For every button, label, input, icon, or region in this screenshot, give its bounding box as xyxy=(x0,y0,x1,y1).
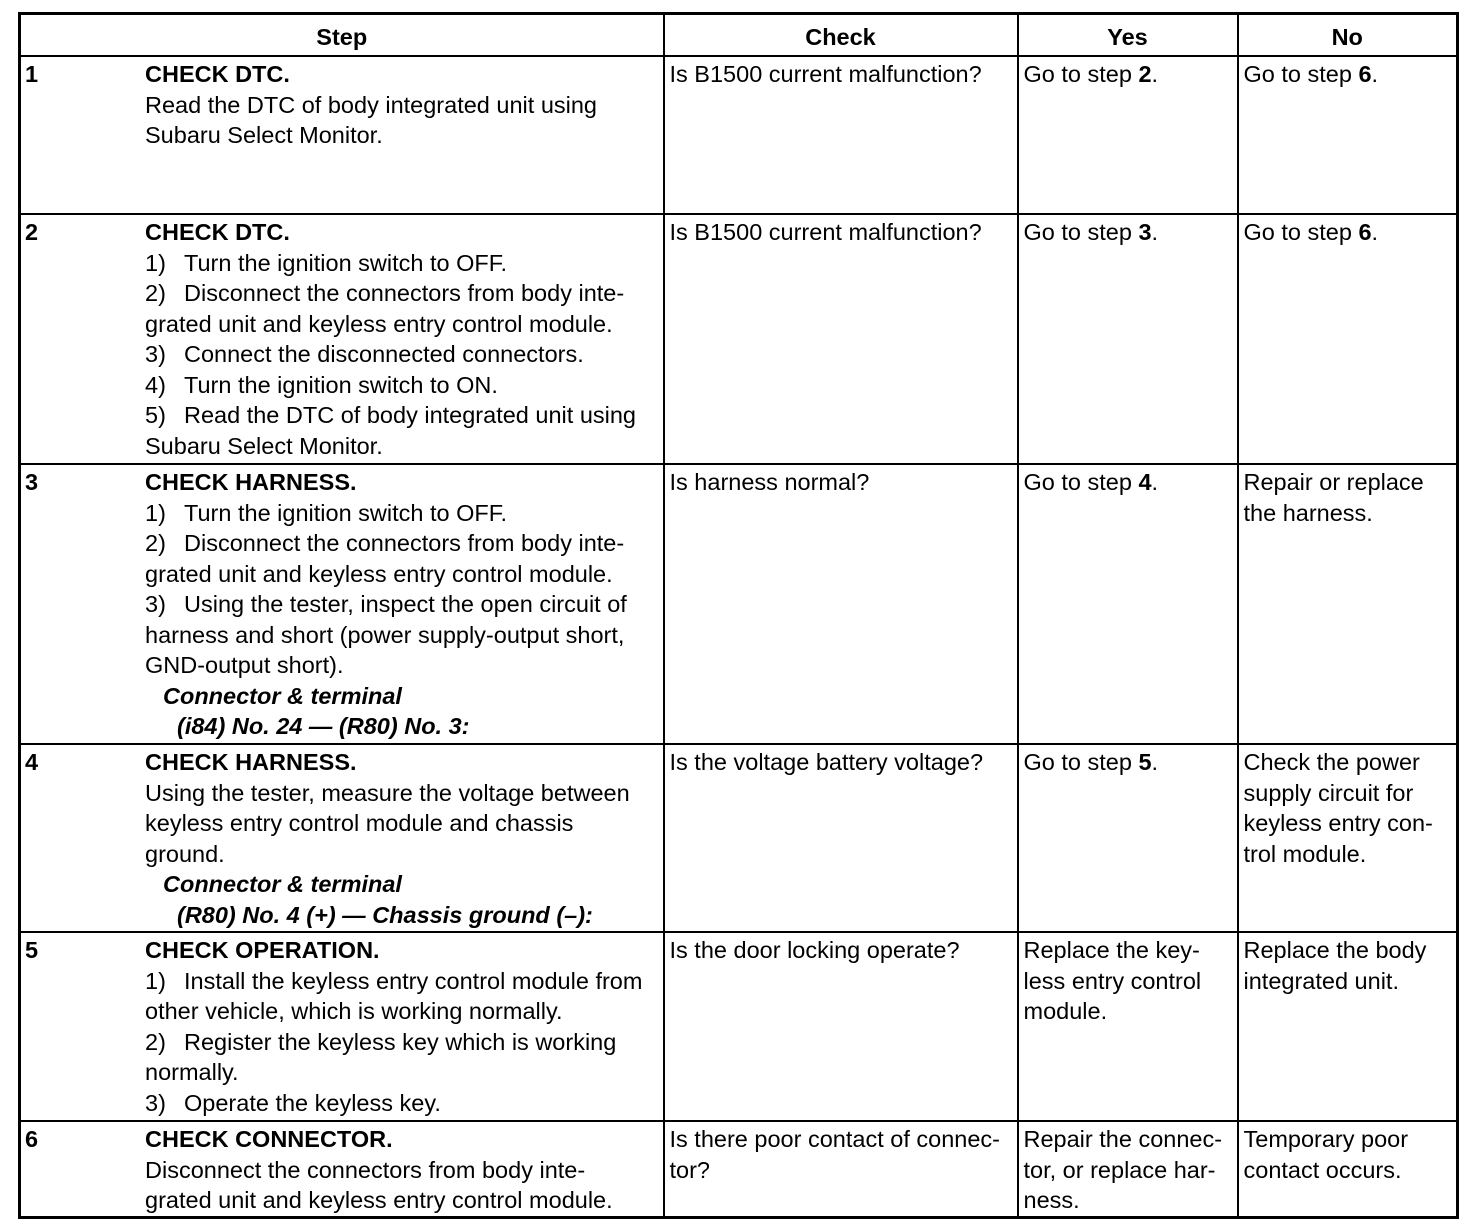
substep-text: Disconnect the connectors from body inte- xyxy=(184,530,625,556)
yes-text: Repair the connec- xyxy=(1023,1126,1223,1152)
no-cell xyxy=(1238,464,1458,744)
substep-text: Register the keyless key which is working xyxy=(184,1028,617,1055)
table-row xyxy=(20,56,1458,214)
no-text: the harness. xyxy=(1243,499,1373,526)
yes-prefix: Go to step xyxy=(1023,219,1139,245)
substep-index: 1) xyxy=(145,499,166,526)
connector-terminal: (i84) No. 24 — (R80) No. 3: xyxy=(177,713,470,739)
step-text: ground. xyxy=(145,840,225,867)
check-text: Is there poor contact of connec- xyxy=(669,1126,1000,1152)
no-suffix: . xyxy=(1371,61,1379,87)
step-title: CHECK DTC. xyxy=(145,61,290,87)
step-number: 1 xyxy=(25,61,39,87)
no-step-ref: 6 xyxy=(1358,219,1372,245)
step-title: CHECK OPERATION. xyxy=(145,937,380,963)
header-no: No xyxy=(1238,14,1458,57)
no-text: Temporary poor xyxy=(1243,1126,1409,1152)
substep-index: 2) xyxy=(145,280,166,306)
yes-suffix: . xyxy=(1151,219,1159,245)
no-cell xyxy=(1238,744,1458,932)
connector-terminal: (R80) No. 4 (+) — Chassis ground (–): xyxy=(177,901,593,928)
substep xyxy=(145,528,658,559)
substep-text: Turn the ignition switch to OFF. xyxy=(184,499,508,526)
step-title: CHECK HARNESS. xyxy=(145,749,357,775)
step-cell xyxy=(20,932,664,1121)
table-row xyxy=(20,464,1458,744)
substep xyxy=(145,278,658,309)
no-suffix: . xyxy=(1371,219,1379,245)
substep-index: 3) xyxy=(145,1089,166,1116)
no-cell xyxy=(1238,56,1458,214)
substep-index: 2) xyxy=(145,1028,166,1055)
step-cell xyxy=(20,744,664,932)
substep xyxy=(145,966,658,997)
no-text: trol module. xyxy=(1243,840,1367,867)
substep-text: Turn the ignition switch to ON. xyxy=(184,371,498,398)
no-step-ref: 6 xyxy=(1358,61,1372,87)
substep xyxy=(145,589,658,620)
step-text: grated unit and keyless entry control module. xyxy=(145,1187,613,1213)
substep-index: 1) xyxy=(145,967,166,994)
substep xyxy=(145,339,658,370)
diagnostic-table xyxy=(18,12,1459,1219)
yes-cell xyxy=(1018,1121,1238,1217)
check-cell: Is harness normal? xyxy=(664,464,1018,744)
yes-step-ref: 3 xyxy=(1138,219,1152,245)
yes-cell xyxy=(1018,56,1238,214)
check-cell: Is B1500 current malfunction? xyxy=(664,56,1018,214)
substep xyxy=(145,248,658,279)
no-cell xyxy=(1238,214,1458,464)
no-text: supply circuit for xyxy=(1243,779,1414,806)
step-number: 2 xyxy=(25,219,39,245)
step-number: 5 xyxy=(25,937,39,963)
step-text: Read the DTC of body integrated unit using xyxy=(145,91,597,118)
yes-suffix: . xyxy=(1151,749,1159,775)
no-text: integrated unit. xyxy=(1243,967,1399,994)
substep xyxy=(145,1027,658,1058)
yes-step-ref: 2 xyxy=(1138,61,1152,87)
substep-continuation: harness and short (power supply-output short, xyxy=(145,621,625,648)
yes-prefix: Go to step xyxy=(1023,61,1139,87)
table-row xyxy=(20,214,1458,464)
substep xyxy=(145,498,658,529)
header-yes: Yes xyxy=(1018,14,1238,57)
check-cell: Is the door locking operate? xyxy=(664,932,1018,1121)
substep-index: 3) xyxy=(145,341,166,367)
substep-continuation: normally. xyxy=(145,1059,239,1085)
substep-index: 4) xyxy=(145,371,166,398)
yes-prefix: Go to step xyxy=(1023,469,1139,495)
yes-suffix: . xyxy=(1151,469,1159,495)
substep-text: Using the tester, inspect the open circuit of xyxy=(184,591,627,617)
header-check: Check xyxy=(664,14,1018,57)
no-text: Repair or replace xyxy=(1243,469,1424,495)
substep-continuation: other vehicle, which is working normally. xyxy=(145,998,563,1024)
no-cell xyxy=(1238,932,1458,1121)
connector-label: Connector & terminal xyxy=(163,682,402,709)
substep-text: Install the keyless entry control module from xyxy=(184,967,643,994)
step-number: 4 xyxy=(25,749,39,775)
step-number: 3 xyxy=(25,469,39,495)
step-text: Using the tester, measure the voltage between xyxy=(145,779,630,806)
substep-index: 1) xyxy=(145,249,166,276)
yes-step-ref: 4 xyxy=(1138,469,1152,495)
yes-step-ref: 5 xyxy=(1138,749,1152,775)
step-cell xyxy=(20,214,664,464)
substep-text: Read the DTC of body integrated unit using xyxy=(184,402,636,428)
substep xyxy=(145,1088,658,1119)
substep-continuation: grated unit and keyless entry control module. xyxy=(145,310,613,337)
step-cell xyxy=(20,56,664,214)
substep xyxy=(145,370,658,401)
substep-text: Connect the disconnected connectors. xyxy=(184,341,584,367)
check-cell xyxy=(664,1121,1018,1217)
yes-suffix: . xyxy=(1151,61,1159,87)
check-cell: Is the voltage battery voltage? xyxy=(664,744,1018,932)
step-title: CHECK DTC. xyxy=(145,219,290,245)
header-row xyxy=(20,14,1458,57)
substep-index: 5) xyxy=(145,402,166,428)
table-row xyxy=(20,744,1458,932)
step-cell xyxy=(20,1121,664,1217)
no-text: Check the power xyxy=(1243,749,1420,775)
no-text: keyless entry con- xyxy=(1243,810,1433,836)
substep-text: Disconnect the connectors from body inte- xyxy=(184,280,625,306)
step-cell xyxy=(20,464,664,744)
substep-index: 2) xyxy=(145,530,166,556)
no-cell xyxy=(1238,1121,1458,1217)
no-text: contact occurs. xyxy=(1243,1156,1402,1183)
substep-continuation: GND-output short). xyxy=(145,652,344,678)
yes-cell xyxy=(1018,464,1238,744)
substep-continuation: grated unit and keyless entry control module. xyxy=(145,560,613,587)
step-text: keyless entry control module and chassis xyxy=(145,810,574,836)
yes-text: ness. xyxy=(1023,1187,1080,1213)
check-text: tor? xyxy=(669,1156,710,1183)
table-row xyxy=(20,1121,1458,1217)
no-text: Replace the body xyxy=(1243,937,1427,963)
connector-label: Connector & terminal xyxy=(163,871,402,897)
no-prefix: Go to step xyxy=(1243,219,1359,245)
substep-continuation: Subaru Select Monitor. xyxy=(145,432,383,459)
yes-cell xyxy=(1018,214,1238,464)
no-prefix: Go to step xyxy=(1243,61,1359,87)
step-title: CHECK HARNESS. xyxy=(145,469,357,495)
substep xyxy=(145,400,658,431)
step-text: Subaru Select Monitor. xyxy=(145,122,383,148)
table-row xyxy=(20,932,1458,1121)
step-text: Disconnect the connectors from body inte- xyxy=(145,1156,586,1183)
substep-text: Turn the ignition switch to OFF. xyxy=(184,249,508,276)
step-number: 6 xyxy=(25,1126,39,1152)
yes-text: less entry control xyxy=(1023,967,1202,994)
check-cell: Is B1500 current malfunction? xyxy=(664,214,1018,464)
substep-index: 3) xyxy=(145,591,166,617)
yes-text: module. xyxy=(1023,998,1108,1024)
header-step: Step xyxy=(20,14,664,57)
yes-cell xyxy=(1018,744,1238,932)
step-title: CHECK CONNECTOR. xyxy=(145,1126,393,1152)
substep-text: Operate the keyless key. xyxy=(184,1089,441,1116)
yes-prefix: Go to step xyxy=(1023,749,1139,775)
yes-text: Replace the key- xyxy=(1023,937,1200,963)
yes-cell xyxy=(1018,932,1238,1121)
yes-text: tor, or replace har- xyxy=(1023,1156,1216,1183)
